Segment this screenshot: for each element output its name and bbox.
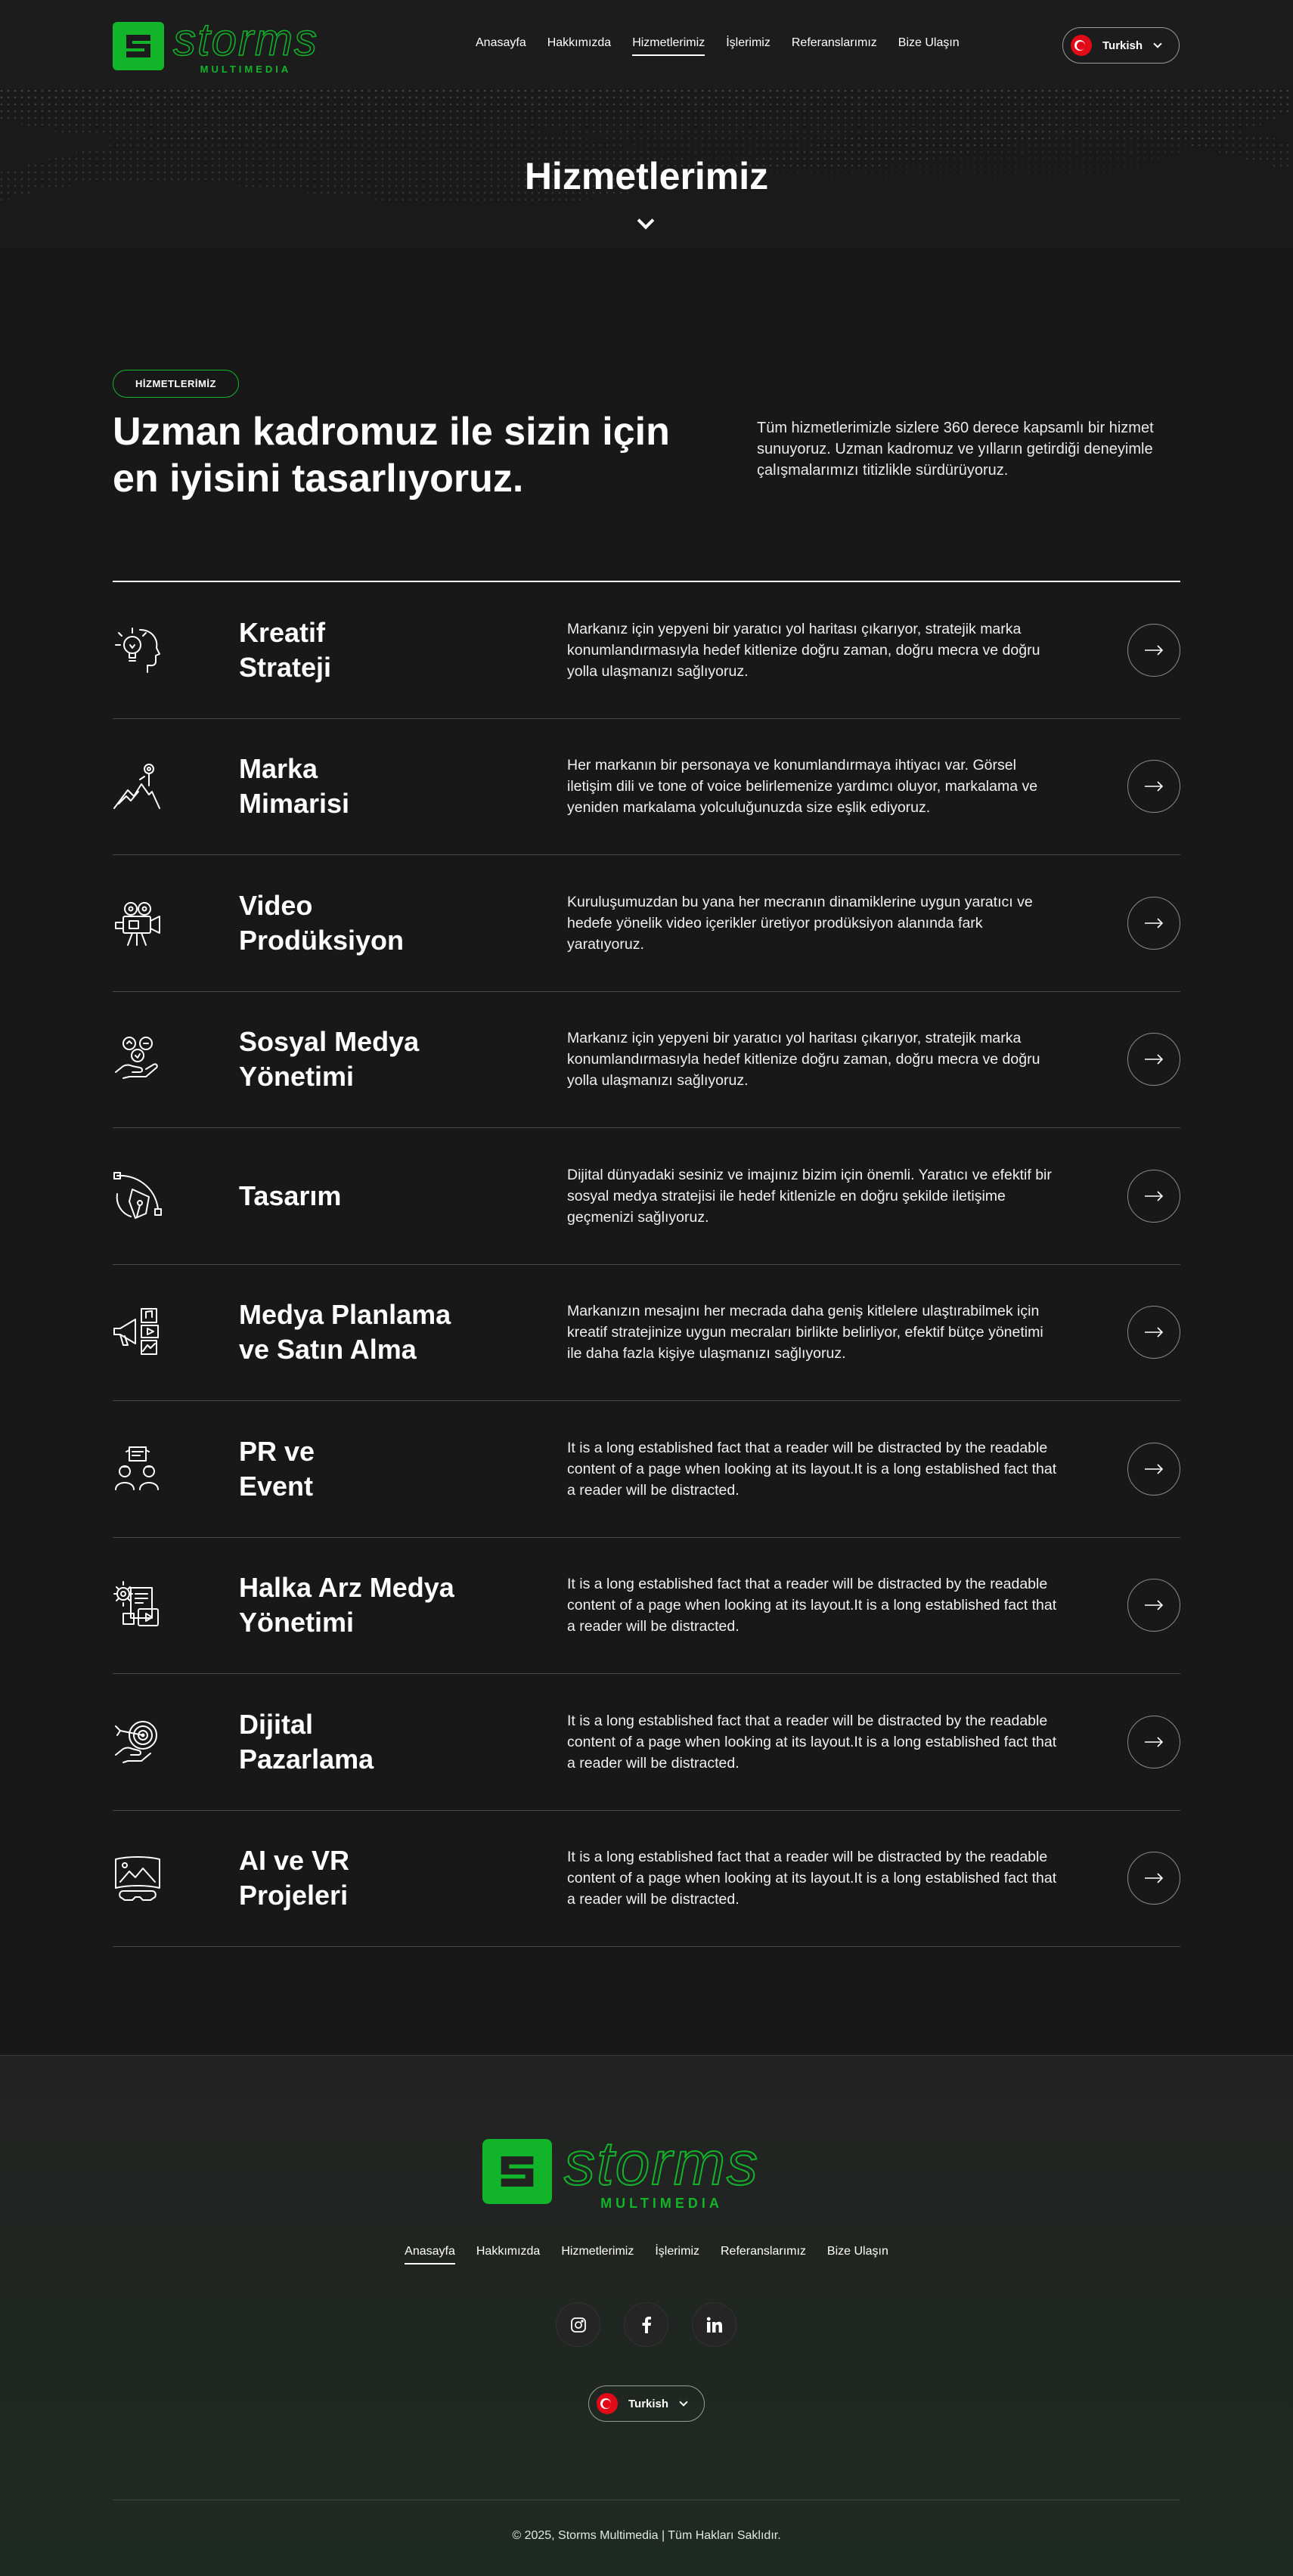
footer-brand-logo[interactable] [482,2129,759,2211]
logo-wordmark: storms [173,14,318,65]
arrow-right-button[interactable] [1127,1170,1180,1223]
service-title: Sosyal Medya Yönetimi [239,1026,420,1093]
nav-item-islerimiz[interactable]: İşlerimiz [726,36,771,49]
service-item[interactable] [113,1538,1180,1675]
vr-headset-icon [113,1853,163,1903]
service-description: Markanızın mesajını her mecrada daha geniş kitlelere ulaştırabilmek için kreatif stratejinize uygun mecraları birlikte belirliyor, efektif bütçe yönetimi ile daha fazla kişiye ulaşmanızı sağlıyoruz. [567,1303,1043,1362]
section-description: Tüm hizmetlerimizle sizlere 360 derece kapsamlı bir hizmet sunuyoruz. Uzman kadromuz ve yılların getirdiği deneyimle çalışmalarımızı titizlikle sürdürüyoruz. [757,420,1154,479]
site-header [0,0,1293,89]
service-item[interactable] [113,1128,1180,1265]
turkey-flag-icon [1071,35,1092,56]
main-nav [465,36,970,50]
footer-nav-hizmetlerimiz[interactable]: Hizmetlerimiz [561,2245,634,2258]
arrow-right-icon [1144,918,1164,928]
service-description: Kuruluşumuzdan bu yana her mecranın dinamiklerine uygun yaratıcı ve hedefe yönelik video içerikler üretiyor prodüksiyon alanında fark yaratıyoruz. [567,893,1033,953]
arrow-right-button[interactable] [1127,1306,1180,1359]
linkedin-button[interactable] [692,2302,736,2347]
social-hand-icon [113,1034,163,1084]
service-description: Her markanın bir personaya ve konumlandırmaya ihtiyacı var. Görsel iletişim dili ve tone of voice belirlemenize yardımcı oluyor, markalama ve yeniden markalama yolculuğunuzda size eşlik ediyoruz. [567,757,1038,817]
section-badge: HİZMETLERİMİZ [113,370,239,398]
mountain-flag-icon [113,761,163,811]
service-description: It is a long established fact that a reader will be distracted by the readable content of a page when looking at its layout.It is a long established fact that a reader will be distracted. [567,1439,1057,1499]
footer-nav-hakkimizda[interactable]: Hakkımızda [476,2245,541,2258]
arrow-right-icon [1144,1600,1164,1610]
service-title: Tasarım [239,1180,342,1211]
service-description: It is a long established fact that a reader will be distracted by the readable content of a page when looking at its layout.It is a long established fact that a reader will be distracted. [567,1712,1057,1772]
language-label: Turkish [628,2397,669,2410]
arrow-right-icon [1144,1737,1164,1747]
footer-nav-referanslarimiz[interactable]: Referanslarımız [721,2245,806,2258]
services-list [113,581,1180,1947]
logo-subtitle: MULTIMEDIA [600,2196,723,2211]
service-item[interactable] [113,1401,1180,1538]
pen-tool-icon [113,1171,163,1221]
arrow-right-button[interactable] [1127,624,1180,677]
service-description: It is a long established fact that a reader will be distracted by the readable content of a page when looking at its layout.It is a long established fact that a reader will be distracted. [567,1849,1057,1908]
arrow-right-button[interactable] [1127,760,1180,813]
service-title: Medya Planlama ve Satın Alma [239,1299,451,1365]
page-hero [0,89,1293,248]
footer-language-selector[interactable] [588,2385,705,2422]
lightbulb-head-icon [113,625,163,675]
footer-nav-anasayfa[interactable]: Anasayfa [394,2245,466,2258]
page-title: Hizmetlerimiz [524,155,769,197]
service-description: Markanız için yepyeni bir yaratıcı yol haritası çıkarıyor, stratejik marka konumlandırmasıyla hedef kitlenize doğru zaman, doğru mecra ve doğru yolla ulaşmanızı sağlıyoruz. [567,620,1040,680]
arrow-right-button[interactable] [1127,897,1180,950]
service-item[interactable] [113,855,1180,992]
service-title: Halka Arz Medya Yönetimi [239,1572,454,1638]
service-item[interactable] [113,992,1180,1129]
service-item[interactable] [113,719,1180,856]
logo-mark-icon [113,22,164,70]
gear-report-icon [113,1580,163,1630]
arrow-right-button[interactable] [1127,1852,1180,1905]
language-selector[interactable] [1062,27,1180,64]
service-title: Video Prodüksiyon [239,889,405,956]
service-title: Kreatif Strateji [239,616,332,683]
arrow-right-icon [1144,1464,1164,1474]
people-event-icon [113,1444,163,1494]
social-links [556,2302,736,2347]
video-camera-icon [113,898,163,948]
arrow-right-button[interactable] [1127,1443,1180,1496]
megaphone-media-icon [113,1307,163,1357]
arrow-right-button[interactable] [1127,1716,1180,1768]
arrow-right-icon [1144,781,1164,792]
nav-item-anasayfa[interactable]: Anasayfa [476,36,526,49]
site-footer [0,2055,1293,2576]
nav-item-hakkimizda[interactable]: Hakkımızda [547,36,612,49]
target-hand-icon [113,1717,163,1767]
instagram-button[interactable] [556,2302,600,2347]
facebook-icon [641,2317,652,2333]
logo-wordmark: storms [564,2129,759,2198]
arrow-right-icon [1144,1191,1164,1201]
footer-nav [386,2245,907,2258]
service-title: Dijital Pazarlama [239,1708,374,1775]
arrow-right-button[interactable] [1127,1033,1180,1086]
instagram-icon [570,2317,587,2333]
nav-item-bize-ulasin[interactable]: Bize Ulaşın [898,36,960,49]
service-description: Dijital dünyadaki sesiniz ve imajınız bizim için önemli. Yaratıcı ve efektif bir sosyal medya stratejisi ile hedef kitlenizle en doğru şekilde iletişime geçmenizi sağlıyoruz. [567,1166,1052,1226]
arrow-right-button[interactable] [1127,1579,1180,1632]
footer-nav-bize-ulasin[interactable]: Bize Ulaşın [826,2245,888,2258]
logo-mark-icon [482,2139,552,2204]
chevron-down-icon [679,2398,687,2406]
turkey-flag-icon [597,2393,618,2414]
service-title: PR ve Event [239,1435,315,1502]
service-item[interactable] [113,582,1180,719]
logo-subtitle: MULTIMEDIA [200,64,292,75]
chevron-down-icon [1153,39,1161,48]
arrow-right-icon [1144,1054,1164,1065]
arrow-right-icon [1144,1327,1164,1338]
service-description: It is a long established fact that a reader will be distracted by the readable content of a page when looking at its layout.It is a long established fact that a reader will be distracted. [567,1576,1057,1635]
arrow-right-icon [1144,645,1164,656]
service-title: AI ve VR Projeleri [239,1845,350,1911]
service-item[interactable] [113,1811,1180,1948]
nav-item-referanslarimiz[interactable]: Referanslarımız [791,36,877,49]
section-heading: Uzman kadromuz ile sizin için en iyisini tasarlıyoruz. [113,410,670,501]
facebook-button[interactable] [624,2302,668,2347]
footer-nav-islerimiz[interactable]: İşlerimiz [655,2245,699,2258]
brand-logo[interactable] [113,14,318,75]
service-description: Markanız için yepyeni bir yaratıcı yol haritası çıkarıyor, stratejik marka konumlandırmasıyla hedef kitlenize doğru zaman, doğru mecra ve doğru yolla ulaşmanızı sağlıyoruz. [567,1030,1040,1090]
arrow-right-icon [1144,1873,1164,1883]
copyright-text: © 2025, Storms Multimedia | Tüm Hakları Saklıdır. [512,2529,781,2542]
nav-item-hizmetlerimiz[interactable]: Hizmetlerimiz [622,36,715,50]
service-item[interactable] [113,1674,1180,1811]
service-item[interactable] [113,1265,1180,1402]
linkedin-icon [706,2317,723,2333]
service-title: Marka Mimarisi [239,753,350,820]
language-label: Turkish [1102,39,1143,52]
